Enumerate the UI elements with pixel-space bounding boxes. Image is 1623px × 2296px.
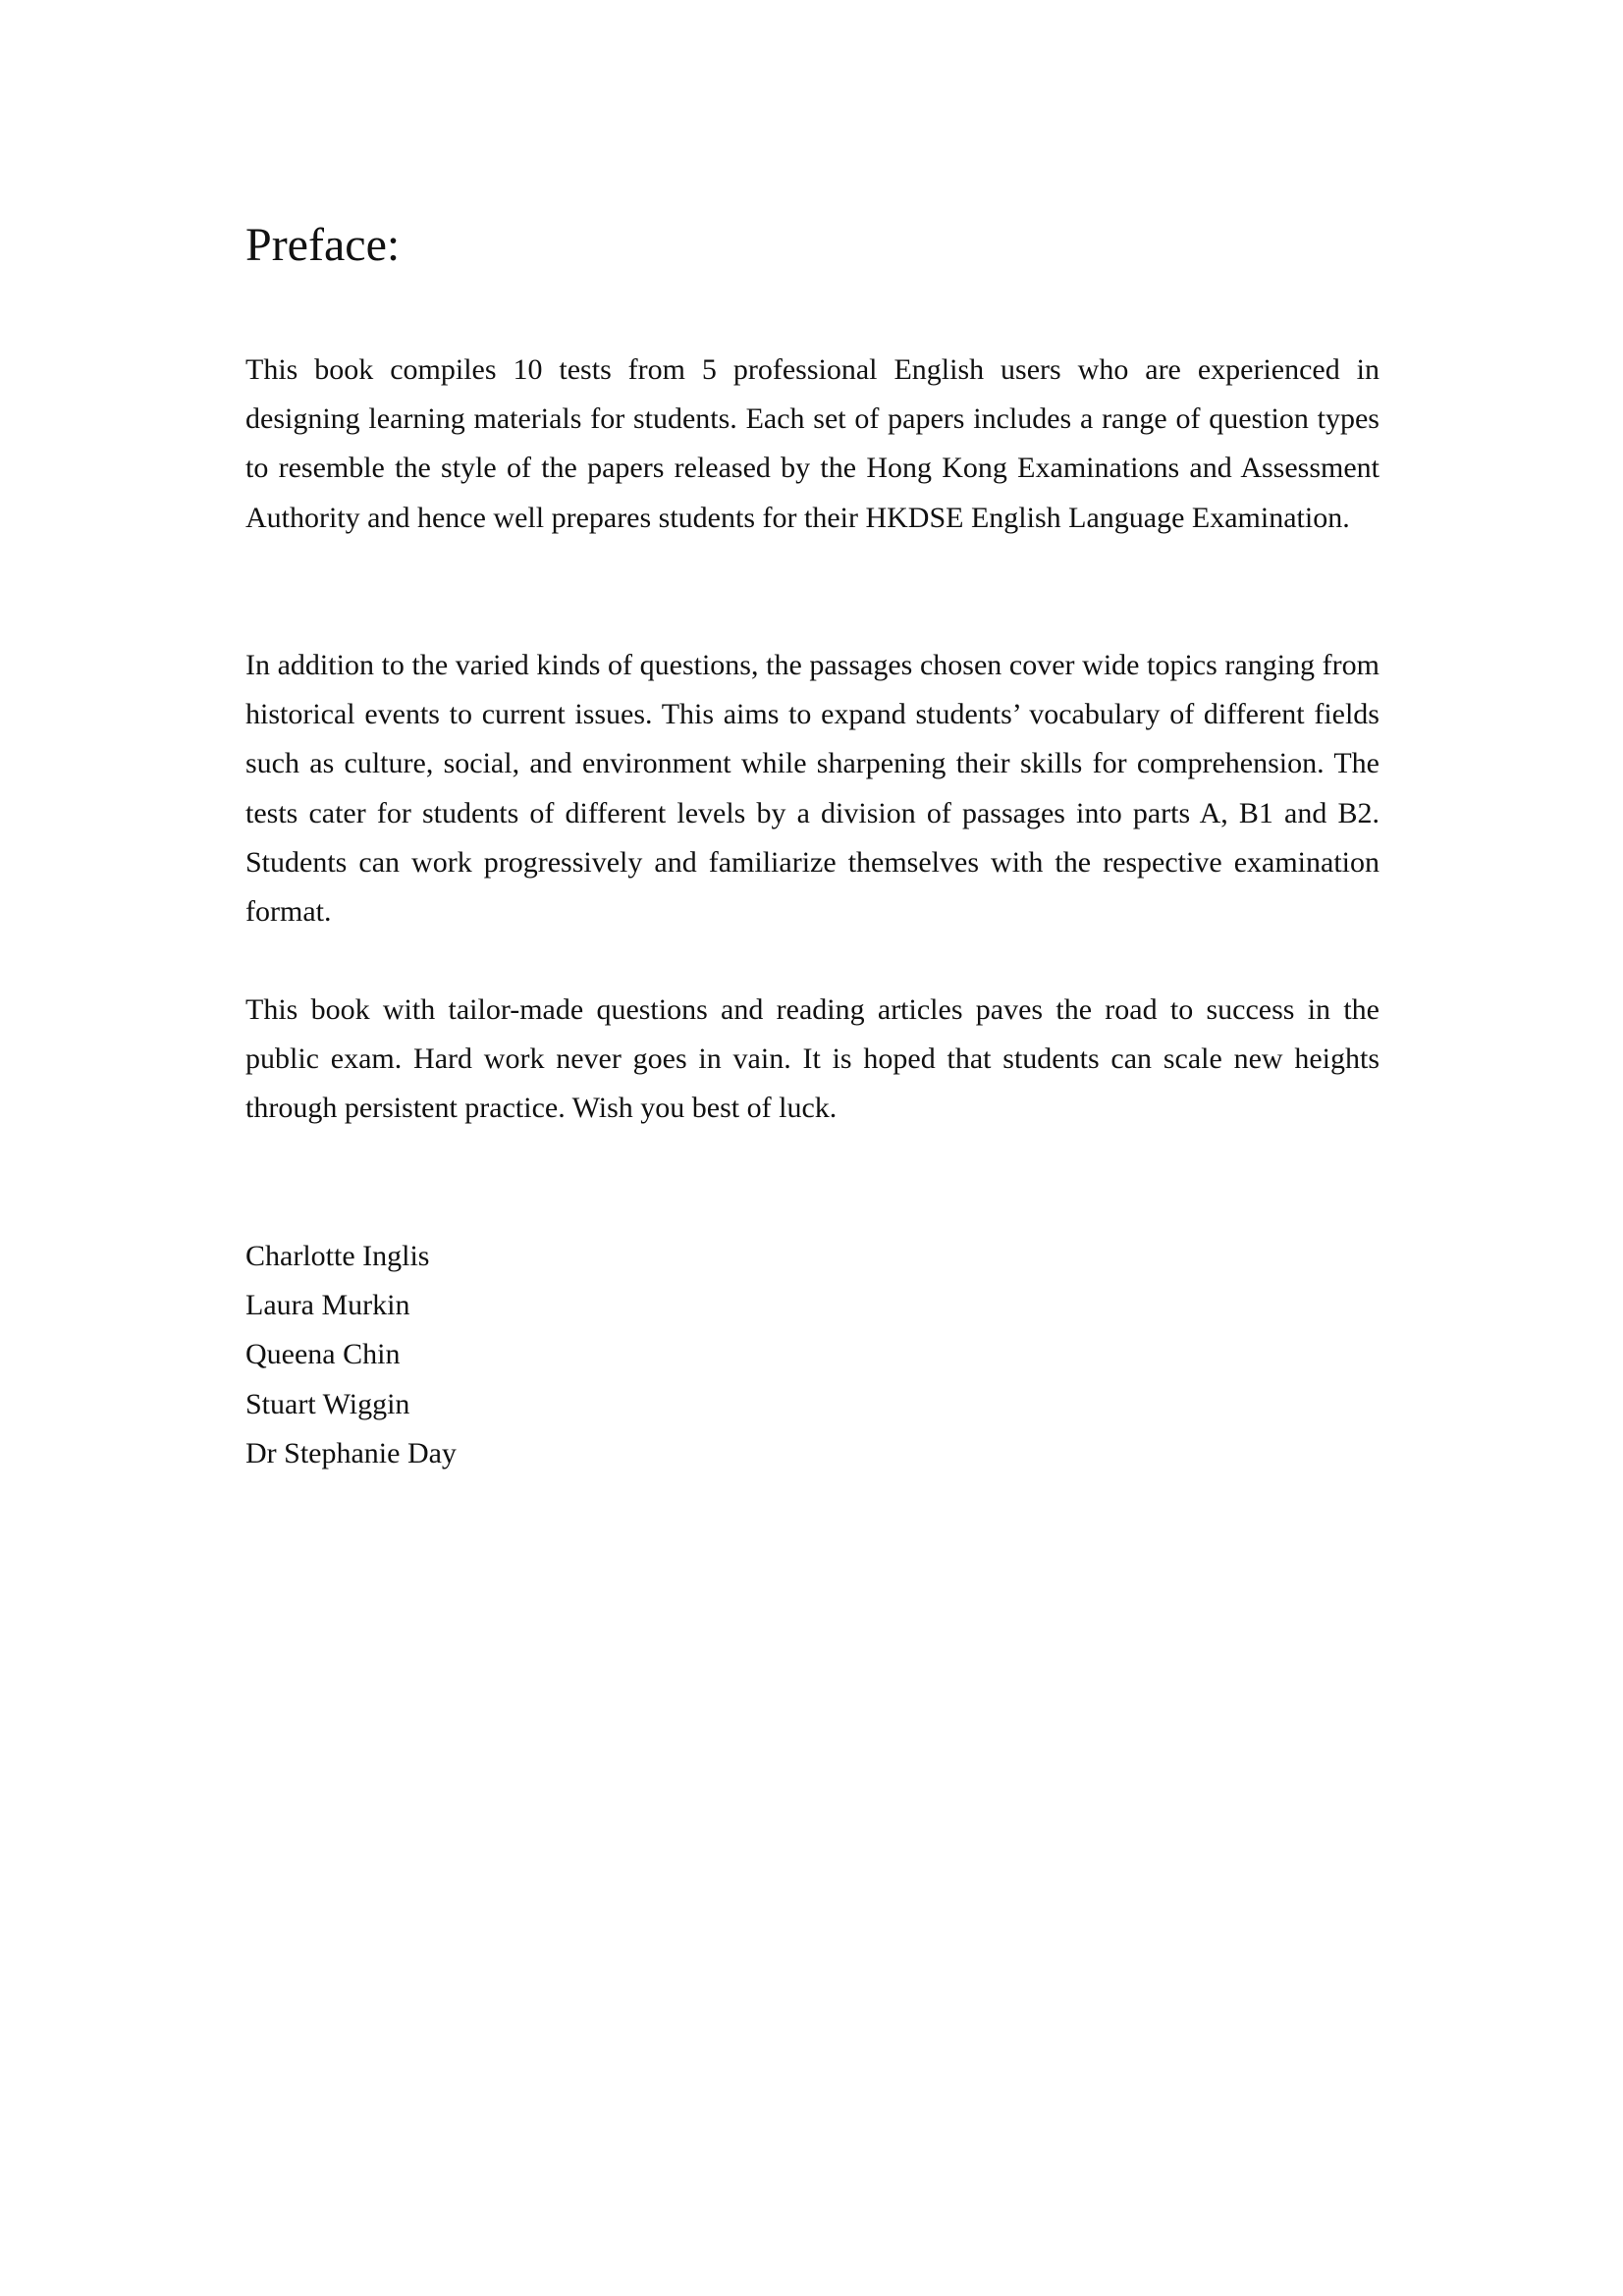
preface-paragraph-3: This book with tailor-made questions and reading articles paves the road to success in the public exam. Hard work never goes in vain. It is hoped that students can scale new heights through persistent practice. Wish you best of luck.: [245, 993, 1380, 1125]
author-name: Stuart Wiggin: [245, 1387, 410, 1420]
preface-paragraph-2: In addition to the varied kinds of questions, the passages chosen cover wide topics ranging from historical events to current issues. This aims to expand students’ vocabulary of different fields such as culture, social, and environment while sharpening their skills for comprehension. The tests cater for students of different levels by a division of passages into parts A, B1 and B2. Students can work progressively and familiarize themselves with the respective examination format.: [245, 649, 1380, 929]
author-list: [245, 1232, 457, 1478]
author-name: Charlotte Inglis: [245, 1240, 430, 1272]
author-name: Dr Stephanie Day: [245, 1436, 457, 1469]
preface-paragraph-1: This book compiles 10 tests from 5 professional English users who are experienced in designing learning materials for students. Each set of papers includes a range of question types to resemble the style of the papers released by the Hong Kong Examinations and Assessment Authority and hence well prepares students for their HKDSE English Language Examination.: [245, 353, 1380, 534]
author-name: Laura Murkin: [245, 1289, 410, 1322]
author-name: Queena Chin: [245, 1338, 401, 1371]
page-title: Preface:: [245, 219, 401, 271]
